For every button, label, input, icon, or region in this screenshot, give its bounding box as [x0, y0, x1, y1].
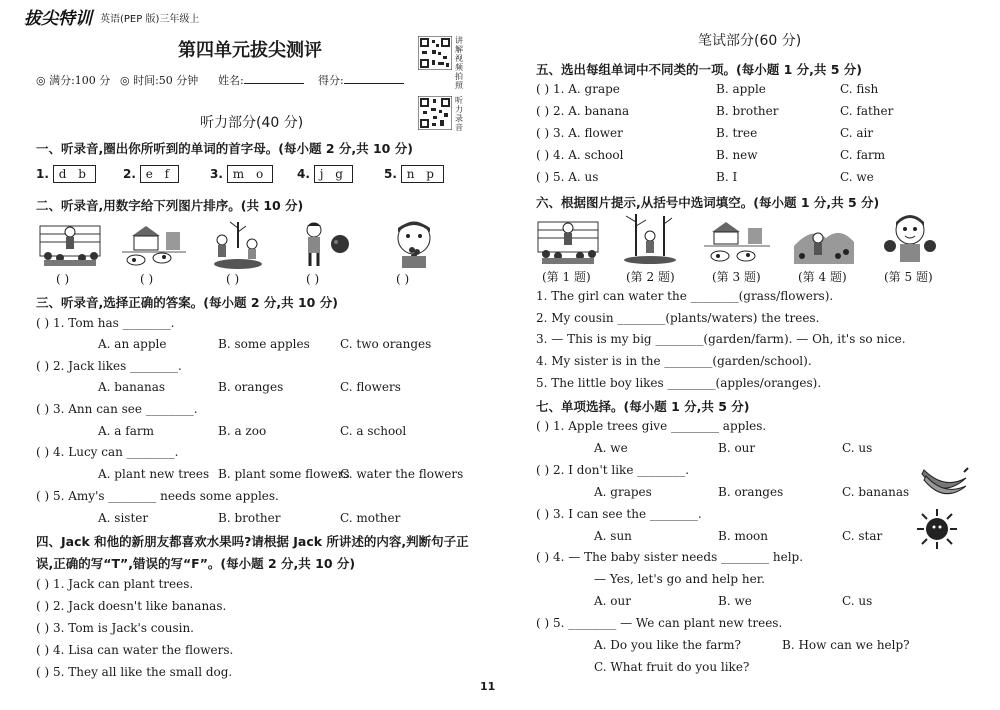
- qr-caption-video: 讲解视频 拍照: [455, 36, 463, 90]
- question-stem: ( ) 2. Jack likes ________.: [36, 359, 182, 373]
- order-blank[interactable]: ( ): [306, 272, 320, 286]
- option-c[interactable]: C. What fruit do you like?: [594, 660, 750, 674]
- option-c[interactable]: C. us: [842, 594, 873, 608]
- option-a[interactable]: A. Do you like the farm?: [594, 638, 741, 652]
- option-b[interactable]: B. we: [718, 594, 752, 608]
- tf-item: ( ) 4. Lisa can water the flowers.: [36, 643, 234, 657]
- qr-code-audio[interactable]: [418, 96, 452, 130]
- letter-box[interactable]: e f: [140, 165, 179, 183]
- picture-caption: (第 1 题): [542, 270, 591, 284]
- banana-icon: [918, 460, 970, 502]
- option-c[interactable]: C. farm: [840, 148, 886, 162]
- letter-item: 1. d b: [36, 165, 123, 183]
- option-a[interactable]: A. sun: [594, 529, 632, 543]
- option-b[interactable]: B. brother: [218, 511, 281, 525]
- question-stem: ( ) 1. Apple trees give ________ apples.: [536, 419, 767, 433]
- time-limit: ◎ 时间:50 分钟: [120, 74, 199, 87]
- option-a[interactable]: A. our: [594, 594, 631, 608]
- tf-item: ( ) 3. Tom is Jack's cousin.: [36, 621, 194, 635]
- word-group: ( ) 5. A. us: [536, 170, 599, 184]
- letter-box[interactable]: d b: [53, 165, 96, 183]
- section-4-title-line2: 误,正确的写“T”,错误的写“F”。(每小题 2 分,共 10 分): [36, 556, 356, 571]
- fill-item: 1. The girl can water the ________(grass/flowers).: [536, 289, 834, 303]
- picture-q1-girl-flowers: [536, 216, 600, 266]
- letter-item: 5. n p: [384, 165, 471, 183]
- picture-girl-flowers: [38, 220, 102, 268]
- order-blank[interactable]: ( ): [140, 272, 154, 286]
- picture-caption: (第 3 题): [712, 270, 761, 284]
- option-b[interactable]: B. moon: [718, 529, 769, 543]
- picture-boy-grapes: [296, 218, 356, 270]
- section-7-title: 七、单项选择。(每小题 1 分,共 5 分): [536, 399, 750, 414]
- option-c[interactable]: C. two oranges: [340, 337, 432, 351]
- question-stem: ( ) 3. Ann can see ________.: [36, 402, 198, 416]
- writing-title: 笔试部分(60 分): [698, 33, 802, 49]
- tf-item: ( ) 2. Jack doesn't like bananas.: [36, 599, 227, 613]
- letter-box[interactable]: m o: [227, 165, 273, 183]
- picture-boy-eating: [384, 218, 444, 270]
- option-b[interactable]: B. I: [716, 170, 738, 184]
- picture-q2-boy-tree: [620, 212, 676, 266]
- option-b[interactable]: B. a zoo: [218, 424, 267, 438]
- option-c[interactable]: C. flowers: [340, 380, 401, 394]
- question-stem: ( ) 5. Amy's ________ needs some apples.: [36, 489, 279, 503]
- picture-kids-planting: [208, 218, 268, 270]
- option-b[interactable]: B. How can we help?: [782, 638, 910, 652]
- section-5-title: 五、选出每组单词中不同类的一项。(每小题 1 分,共 5 分): [536, 62, 862, 77]
- option-b[interactable]: B. our: [718, 441, 756, 455]
- picture-caption: (第 2 题): [626, 270, 675, 284]
- picture-q3-farm: [704, 216, 770, 266]
- option-b[interactable]: B. oranges: [218, 380, 284, 394]
- option-c[interactable]: C. we: [840, 170, 874, 184]
- sun-icon: [916, 508, 958, 550]
- picture-caption: (第 5 题): [884, 270, 933, 284]
- letter-item: 3. m o: [210, 165, 297, 183]
- question-stem: ( ) 1. Tom has ________.: [36, 316, 175, 330]
- section-4-title-line1: 四、Jack 和他的新朋友都喜欢水果吗?请根据 Jack 所讲述的内容,判断句子正: [36, 534, 469, 549]
- order-blank[interactable]: ( ): [396, 272, 410, 286]
- fill-item: 4. My sister is in the ________(garden/school).: [536, 354, 812, 368]
- score-total: ◎ 满分:100 分: [36, 74, 111, 87]
- word-group: ( ) 4. A. school: [536, 148, 624, 162]
- section-1-items: [36, 165, 471, 183]
- letter-item: 4. j g: [297, 165, 384, 183]
- question-stem: ( ) 4. Lucy can ________.: [36, 445, 179, 459]
- option-a[interactable]: A. we: [594, 441, 628, 455]
- section-6-title: 六、根据图片提示,从括号中选词填空。(每小题 1 分,共 5 分): [536, 195, 880, 210]
- qr-code-video[interactable]: [418, 36, 452, 70]
- option-a[interactable]: A. sister: [98, 511, 149, 525]
- section-3-title: 三、听录音,选择正确的答案。(每小题 2 分,共 10 分): [36, 295, 338, 310]
- listening-title: 听力部分(40 分): [200, 115, 304, 131]
- letter-box[interactable]: n p: [401, 165, 444, 183]
- option-c[interactable]: C. mother: [340, 511, 401, 525]
- option-c[interactable]: C. star: [842, 529, 883, 543]
- tf-item: ( ) 1. Jack can plant trees.: [36, 577, 194, 591]
- question-stem: ( ) 4. — The baby sister needs ________ help.: [536, 550, 804, 564]
- picture-q4-garden: [792, 216, 856, 266]
- order-blank[interactable]: ( ): [226, 272, 240, 286]
- option-c[interactable]: C. us: [842, 441, 873, 455]
- option-b[interactable]: B. brother: [716, 104, 779, 118]
- letter-item: 2. e f: [123, 165, 210, 183]
- name-label: 姓名:: [218, 72, 304, 88]
- picture-q5-boy-fruit: [880, 212, 940, 266]
- option-a[interactable]: A. a farm: [98, 424, 154, 438]
- option-a[interactable]: A. grapes: [594, 485, 652, 499]
- question-stem: ( ) 2. I don't like ________.: [536, 463, 690, 477]
- section-2-title: 二、听录音,用数字给下列图片排序。(共 10 分): [36, 198, 304, 213]
- option-b[interactable]: B. some apples: [218, 337, 310, 351]
- word-group: ( ) 3. A. flower: [536, 126, 623, 140]
- fill-item: 5. The little boy likes ________(apples/oranges).: [536, 376, 822, 390]
- tf-item: ( ) 5. They all like the small dog.: [36, 665, 233, 679]
- option-c[interactable]: C. bananas: [842, 485, 910, 499]
- option-b[interactable]: B. tree: [716, 126, 758, 140]
- option-a[interactable]: A. plant new trees: [98, 467, 210, 481]
- option-c[interactable]: C. a school: [340, 424, 407, 438]
- order-blank[interactable]: ( ): [56, 272, 70, 286]
- picture-caption: (第 4 题): [798, 270, 847, 284]
- qr-caption-audio: 听力录音: [455, 96, 463, 132]
- page-title: 第四单元拔尖测评: [178, 40, 322, 61]
- question-stem-line2: — Yes, let's go and help her.: [594, 572, 765, 586]
- page-number: 11: [480, 680, 496, 693]
- score-label: 得分:: [318, 72, 404, 88]
- option-b[interactable]: B. oranges: [718, 485, 784, 499]
- option-b[interactable]: B. new: [716, 148, 758, 162]
- section-1-title: 一、听录音,圈出你所听到的单词的首字母。(每小题 2 分,共 10 分): [36, 141, 413, 156]
- option-c[interactable]: C. air: [840, 126, 874, 140]
- option-a[interactable]: A. an apple: [98, 337, 167, 351]
- option-c[interactable]: C. father: [840, 104, 894, 118]
- fill-item: 2. My cousin ________(plants/waters) the trees.: [536, 311, 820, 325]
- picture-farm-cows: [122, 220, 186, 268]
- word-group: ( ) 1. A. grape: [536, 82, 620, 96]
- option-a[interactable]: A. bananas: [98, 380, 166, 394]
- option-c[interactable]: C. fish: [840, 82, 879, 96]
- brand-logo: 拔尖特训: [24, 9, 92, 29]
- question-stem: ( ) 3. I can see the ________.: [536, 507, 702, 521]
- fill-item: 3. — This is my big ________(garden/farm). — Oh, it's so nice.: [536, 332, 906, 346]
- letter-box[interactable]: j g: [314, 165, 353, 183]
- word-group: ( ) 2. A. banana: [536, 104, 630, 118]
- option-c[interactable]: C. water the flowers: [340, 467, 464, 481]
- option-b[interactable]: B. apple: [716, 82, 766, 96]
- question-stem: ( ) 5. ________ — We can plant new trees.: [536, 616, 783, 630]
- subject-label: 英语(PEP 版)三年级上: [100, 14, 200, 25]
- option-b[interactable]: B. plant some flowers: [218, 467, 350, 481]
